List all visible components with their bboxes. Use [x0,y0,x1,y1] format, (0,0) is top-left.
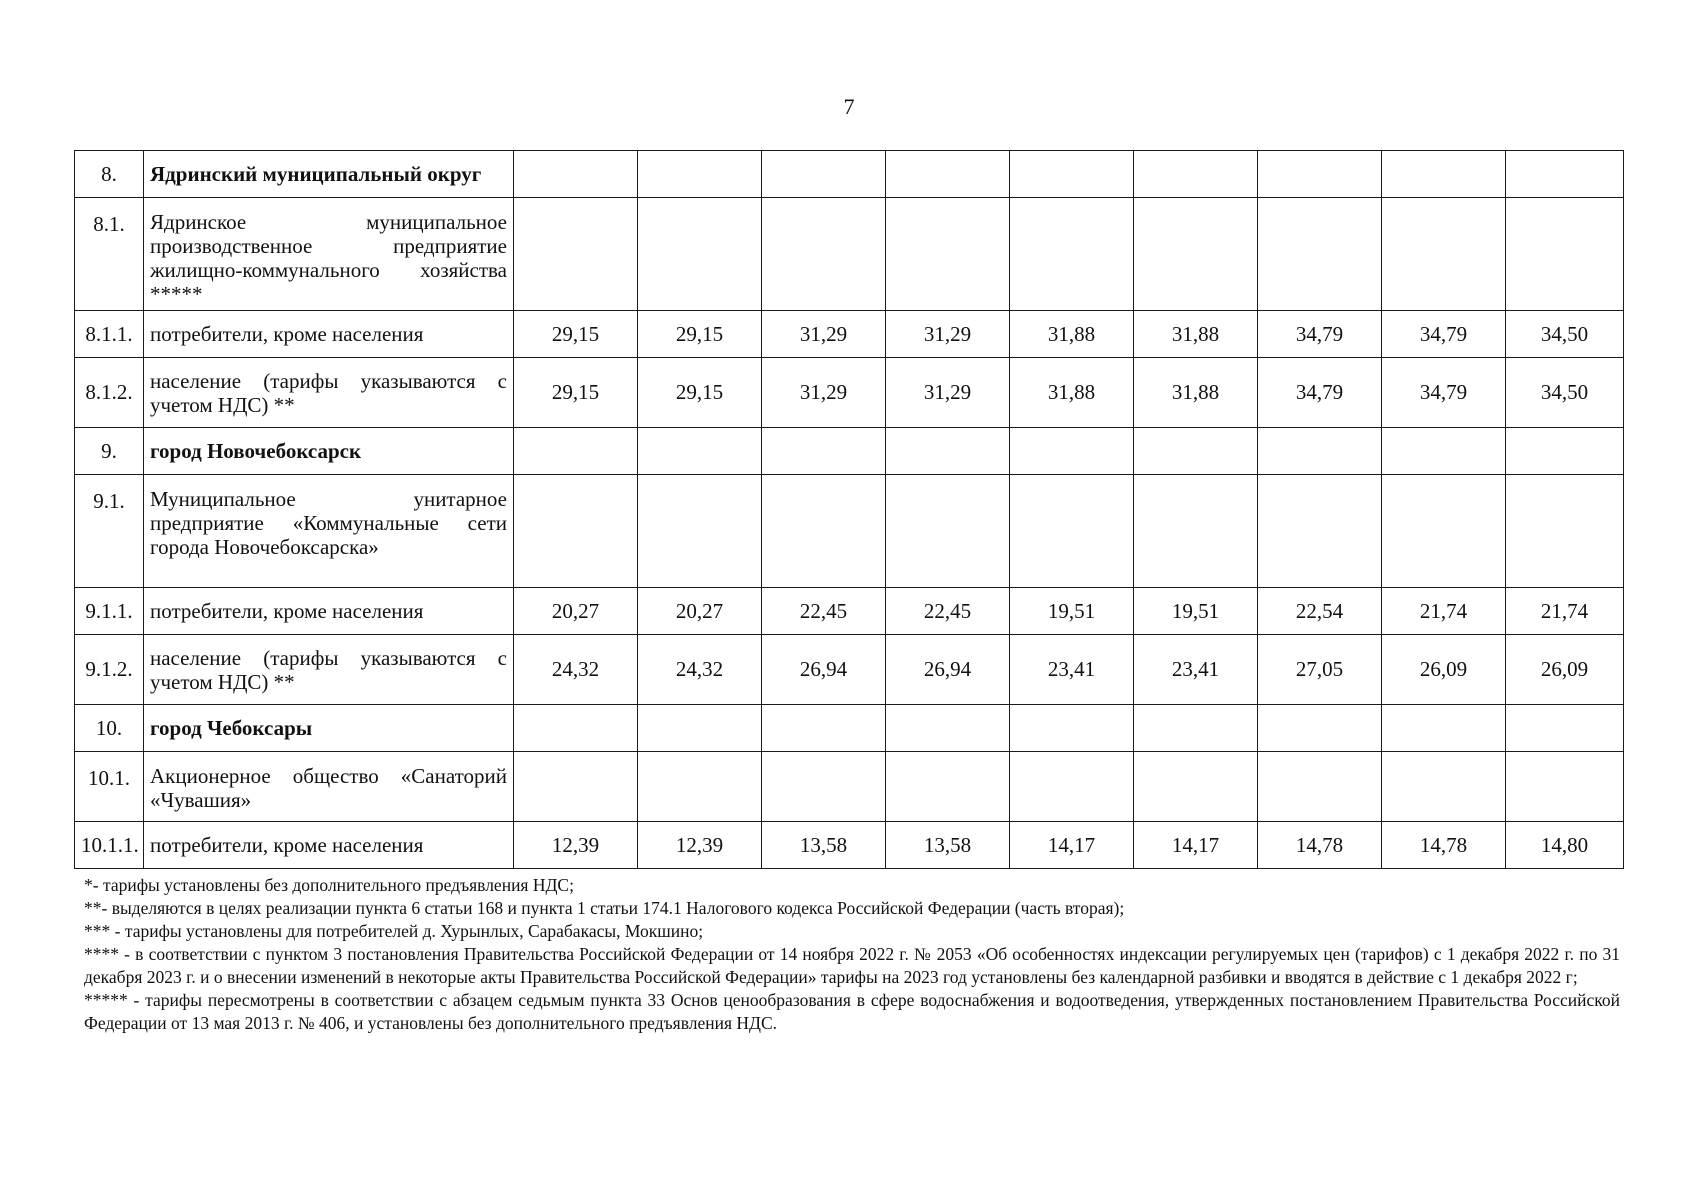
row-description: Акционерное общество «Санаторий «Чувашия» [144,752,514,822]
table-row [75,198,1624,311]
tariff-value-cell: 23,41 [1010,635,1134,705]
tariff-value-cell [1258,151,1382,198]
tariff-value-cell [1258,475,1382,588]
tariff-value-cell: 29,15 [514,311,638,358]
footnotes [84,874,1620,1035]
tariff-value-cell: 26,09 [1382,635,1506,705]
tariff-value-cell [762,428,886,475]
footnote: **- выделяются в целях реализации пункта 6 статьи 168 и пункта 1 статьи 174.1 Налогового кодекса Российской Федерации (часть вторая); [84,898,1125,918]
tariff-value-cell [1382,151,1506,198]
tariff-value-cell [886,705,1010,752]
tariff-value-cell: 24,32 [514,635,638,705]
tariff-value-cell: 19,51 [1010,588,1134,635]
tariff-value-cell [762,151,886,198]
tariff-value-cell [1134,151,1258,198]
tariff-value-cell [638,151,762,198]
tariff-value-cell: 21,74 [1382,588,1506,635]
section-title: Ядринский муниципальный округ [144,151,514,198]
tariff-value-cell [638,705,762,752]
row-number: 9.1. [75,475,144,588]
tariff-value-cell [1506,705,1624,752]
tariff-value-cell [1506,428,1624,475]
tariff-value-cell: 14,78 [1258,822,1382,869]
tariff-value-cell [1010,705,1134,752]
tariff-value-cell [762,198,886,311]
tariff-value-cell [638,752,762,822]
tariff-value-cell [1010,752,1134,822]
tariff-value-cell [1010,198,1134,311]
tariff-value-cell: 31,29 [886,311,1010,358]
tariff-value-cell [514,705,638,752]
tariff-value-cell: 12,39 [638,822,762,869]
tariff-value-cell: 31,88 [1010,311,1134,358]
table-row [75,428,1624,475]
footnote: **** - в соответствии с пунктом 3 постановления Правительства Российской Федерации от 14 ноября 2022 г. № 2053 «Об особенностях индексации регулируемых цен (тарифов) с 1 декабря 2022 г. по 31 декабря 2023 г. и о внесении изменений в некоторые акты Правительства Российской Федерации» тарифы на 2023 год установлены без календарной разбивки и вводятся в действие с 1 декабря 2022 г; [84,944,1620,987]
row-number: 9. [75,428,144,475]
tariff-value-cell: 14,80 [1506,822,1624,869]
table-body [75,151,1624,869]
tariff-value-cell [762,752,886,822]
tariff-value-cell [762,705,886,752]
tariff-value-cell [1506,475,1624,588]
tariff-value-cell: 27,05 [1258,635,1382,705]
row-description: население (тарифы указываются с учетом НДС) ** [144,358,514,428]
row-number: 10. [75,705,144,752]
section-title: город Чебоксары [144,705,514,752]
tariff-value-cell [1134,752,1258,822]
tariff-value-cell: 34,79 [1258,311,1382,358]
table-row [75,822,1624,869]
tariff-value-cell [1010,428,1134,475]
row-description: потребители, кроме населения [144,588,514,635]
tariff-value-cell: 19,51 [1134,588,1258,635]
tariff-value-cell [1506,151,1624,198]
tariff-value-cell: 31,29 [762,311,886,358]
tariff-value-cell [1134,428,1258,475]
tariff-value-cell: 34,79 [1258,358,1382,428]
row-number: 8.1.2. [75,358,144,428]
tariff-value-cell: 29,15 [514,358,638,428]
tariff-value-cell [1258,705,1382,752]
tariff-value-cell: 29,15 [638,358,762,428]
row-description: население (тарифы указываются с учетом НДС) ** [144,635,514,705]
tariff-value-cell [886,151,1010,198]
tariff-value-cell [1382,705,1506,752]
row-number: 10.1.1. [75,822,144,869]
tariff-value-cell [1258,428,1382,475]
tariff-value-cell: 22,45 [886,588,1010,635]
tariff-value-cell [514,428,638,475]
tariff-value-cell [1134,705,1258,752]
row-number: 10.1. [75,752,144,822]
row-description: Муниципальное унитарное предприятие «Коммунальные сети города Новочебоксарска» [144,475,514,588]
tariff-value-cell: 13,58 [762,822,886,869]
footnote: *- тарифы установлены без дополнительного предъявления НДС; [84,875,574,895]
row-number: 8. [75,151,144,198]
tariff-value-cell: 31,88 [1010,358,1134,428]
tariff-value-cell [1506,752,1624,822]
tariff-value-cell: 34,50 [1506,358,1624,428]
tariff-value-cell: 34,50 [1506,311,1624,358]
table-row [75,311,1624,358]
row-number: 8.1. [75,198,144,311]
table-row [75,752,1624,822]
tariff-value-cell [1258,752,1382,822]
tariff-value-cell: 23,41 [1134,635,1258,705]
row-description: Ядринское муниципальное производственное предприятие жилищно-коммунального хозяйства ***** [144,198,514,311]
tariff-value-cell [514,752,638,822]
row-description: потребители, кроме населения [144,822,514,869]
row-number: 9.1.2. [75,635,144,705]
tariff-value-cell: 20,27 [514,588,638,635]
tariff-value-cell: 31,29 [762,358,886,428]
tariff-value-cell: 26,94 [762,635,886,705]
tariff-value-cell [1258,198,1382,311]
tariff-value-cell: 22,45 [762,588,886,635]
tariff-value-cell [1134,475,1258,588]
footnote: ***** - тарифы пересмотрены в соответствии с абзацем седьмым пункта 33 Основ ценообразования в сфере водоснабжения и водоотведения, утвержденных постановлением Правительства Российской Федерации от 13 мая 2013 г. № 406, и установлены без дополнительного предъявления НДС. [84,990,1620,1033]
footnote: *** - тарифы установлены для потребителей д. Хурынлых, Сарабакасы, Мокшино; [84,921,704,941]
tariff-value-cell: 26,94 [886,635,1010,705]
tariff-value-cell: 13,58 [886,822,1010,869]
tariff-value-cell [1134,198,1258,311]
section-title: город Новочебоксарск [144,428,514,475]
page-number: 7 [843,94,855,119]
tariff-value-cell: 34,79 [1382,311,1506,358]
tariff-value-cell [1382,198,1506,311]
tariff-value-cell [886,475,1010,588]
tariff-value-cell: 14,17 [1134,822,1258,869]
tariff-value-cell: 34,79 [1382,358,1506,428]
tariff-value-cell: 20,27 [638,588,762,635]
tariff-value-cell [886,752,1010,822]
tariff-value-cell: 14,17 [1010,822,1134,869]
tariff-value-cell [1382,475,1506,588]
tariff-value-cell [1382,428,1506,475]
table-row [75,475,1624,588]
tariff-value-cell [514,475,638,588]
tariff-value-cell: 31,88 [1134,358,1258,428]
tariff-value-cell: 12,39 [514,822,638,869]
row-number: 8.1.1. [75,311,144,358]
table-row [75,151,1624,198]
table-row [75,635,1624,705]
tariff-value-cell [886,428,1010,475]
table-row [75,588,1624,635]
tariff-value-cell: 21,74 [1506,588,1624,635]
tariff-value-cell [886,198,1010,311]
tariff-value-cell [514,151,638,198]
tariff-value-cell [638,198,762,311]
tariff-value-cell: 31,88 [1134,311,1258,358]
table-row [75,358,1624,428]
tariff-value-cell [514,198,638,311]
tariff-value-cell: 14,78 [1382,822,1506,869]
table-row [75,705,1624,752]
tariff-value-cell: 26,09 [1506,635,1624,705]
tariff-value-cell: 31,29 [886,358,1010,428]
tariff-value-cell: 22,54 [1258,588,1382,635]
row-description: потребители, кроме населения [144,311,514,358]
row-number: 9.1.1. [75,588,144,635]
tariff-value-cell [638,475,762,588]
tariff-value-cell [1506,198,1624,311]
tariff-value-cell [1382,752,1506,822]
tariff-value-cell [1010,151,1134,198]
tariff-value-cell [1010,475,1134,588]
tariff-value-cell: 29,15 [638,311,762,358]
tariff-value-cell: 24,32 [638,635,762,705]
tariff-value-cell [762,475,886,588]
tariff-value-cell [638,428,762,475]
tariff-table [74,150,1624,869]
